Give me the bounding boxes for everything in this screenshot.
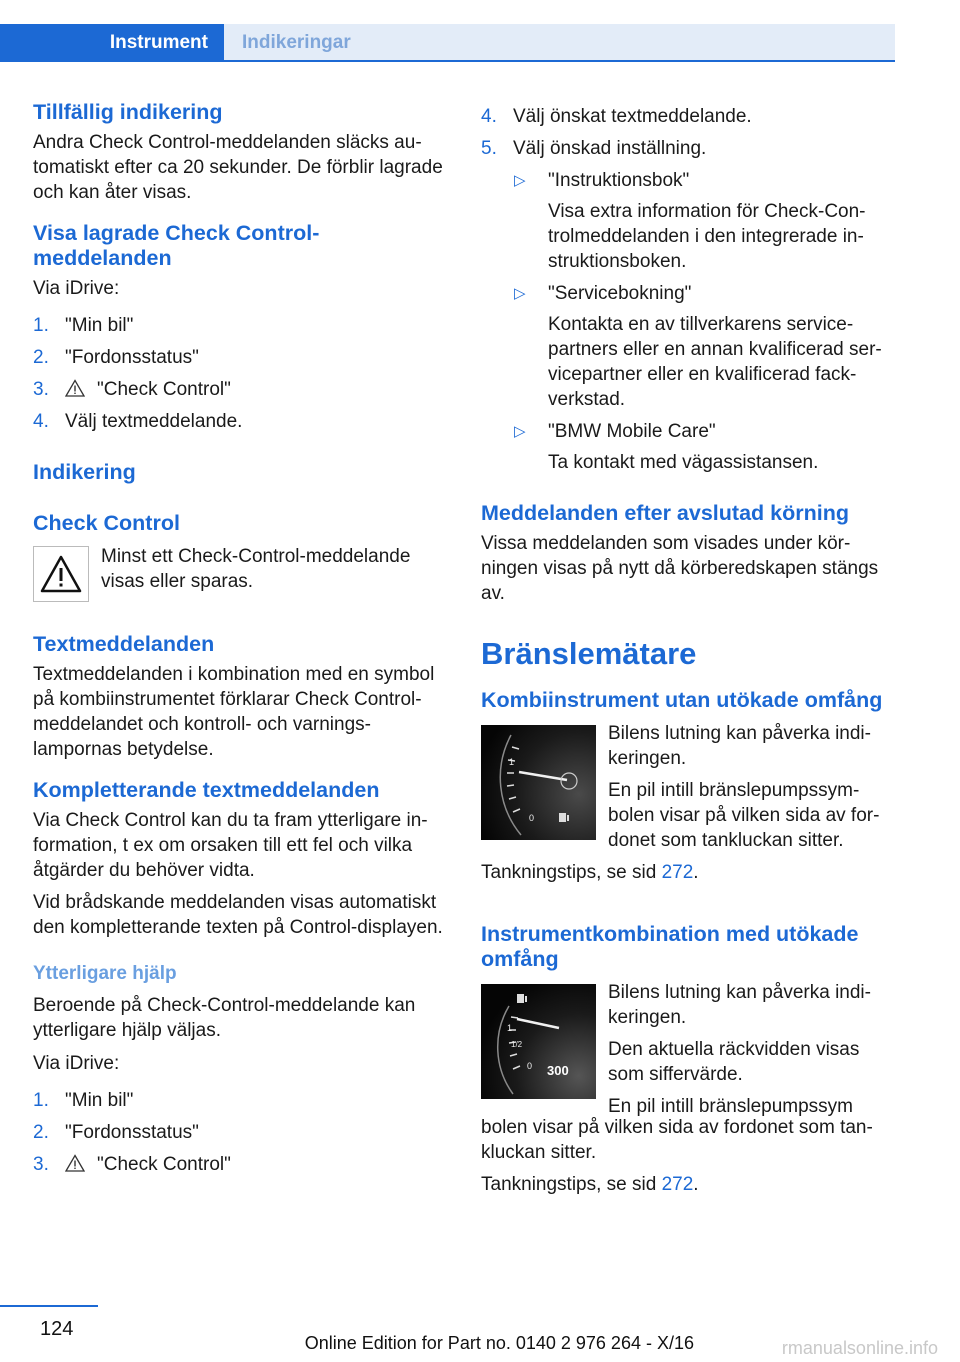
extended-cluster-text-3b: bolen visar på vilken sida av fordonet som tankluckan sitter. (481, 1117, 873, 1163)
list-item: 5. Välj önskad inställning. (481, 138, 707, 159)
text-messages-text: Textmeddelanden i kombination med en symbol på kombiinstrumentet förklarar Check Control-meddelandet och kontroll- och varningslampornas betydelse. (33, 664, 435, 760)
extended-cluster-row (481, 984, 896, 1119)
footer-rule (0, 1305, 98, 1307)
header-rule (0, 60, 895, 62)
supplementary-text-2: Vid brådskande meddelanden visas automatiskt den kompletterande texten på Control-displayen. (33, 892, 443, 938)
list-item: 4. Välj textmeddelande. (33, 411, 243, 432)
heading-indikering: Indikering (33, 460, 136, 484)
extended-cluster-text-3a: En pil intill bränslepumpssym (608, 1096, 853, 1117)
heading-stored-messages: Visa lagrade Check Control-meddelanden (33, 221, 320, 270)
temp-display-text: Andra Check Control-meddelanden släcks automatiskt efter ca 20 sekunder. De förblir lagrade och kan åter visas. (33, 132, 443, 203)
basic-cluster-text (608, 721, 896, 853)
heading-temp-display: Tillfällig indikering (33, 100, 223, 124)
after-drive-text: Vissa meddelanden som visades under körningen visas på nytt då körberedskapen stängs av. (481, 533, 879, 604)
list-item: 4. Välj önskat textmeddelande. (481, 106, 752, 127)
watermark: rmanualsonline.info (781, 1338, 938, 1358)
help-steps (33, 1088, 448, 1177)
basic-cluster-text-1: Bilens lutning kan påverka indikeringen. (608, 723, 871, 769)
triangle-bullet-icon: ▷ (514, 423, 526, 440)
option-item: ▷ "Instruktionsbok" Visa extra information för Check-Controlmeddelanden i den integrerade instruktionsboken. (514, 170, 866, 272)
extended-tip: Tankningstips, se sid 272. (481, 1174, 699, 1195)
extended-cluster-text-1: Bilens lutning kan påverka indikeringen. (608, 982, 871, 1028)
tab-indikeringar[interactable]: Indikeringar (224, 24, 895, 62)
extended-cluster-text-2: Den aktuella räckvidden visas som siffervärde. (608, 1039, 860, 1085)
list-item: 3. "Check Control" (33, 1154, 231, 1175)
list-item: 2. "Fordonsstatus" (33, 347, 199, 368)
gauge-label-empty: 0 (529, 813, 535, 823)
basic-cluster-row (481, 725, 896, 853)
heading-additional-help: Ytterligare hjälp (33, 963, 177, 984)
option-list (514, 168, 896, 475)
gauge-label-full: 1 (509, 757, 515, 767)
edition-text: Online Edition for Part no. 0140 2 976 264 - X/16 (304, 1333, 694, 1353)
list-item: 2. "Fordonsstatus" (33, 1122, 199, 1143)
help-via: Via iDrive: (33, 1053, 120, 1074)
page-number: 124 (40, 1318, 74, 1340)
supplementary-text-1: Via Check Control kan du ta fram ytterligare information, t ex om orsaken till ett fel och vilka åtgärder du behöver vidta. (33, 810, 428, 881)
gauge-label-half: 1/2 (511, 1040, 523, 1049)
gauge-range-value: 300 (547, 1063, 569, 1078)
warning-triangle-icon (65, 379, 85, 397)
basic-cluster-text-2: En pil intill bränslepumpssymbolen visar på vilken sida av fordonet som tankluckan sitter. (608, 780, 880, 851)
tab-instrument[interactable]: Instrument (0, 24, 224, 62)
option-item: ▷ "Servicebokning" Kontakta en av tillverkarens servicepartners eller en annan kvalificerad servicepartner eller en kvalificerad fackverkstad. (514, 283, 882, 410)
page-header (0, 0, 895, 62)
stored-via: Via iDrive: (33, 278, 120, 299)
gauge-label-empty: 0 (527, 1061, 533, 1071)
heading-after-drive: Meddelanden efter avslutad körning (481, 501, 849, 525)
list-item: 1. "Min bil" (33, 1090, 134, 1111)
fuel-gauge-extended-image (481, 984, 596, 1099)
check-control-row (33, 546, 448, 602)
fuel-gauge-basic-image (481, 725, 596, 840)
heading-check-control: Check Control (33, 511, 180, 535)
option-item: ▷ "BMW Mobile Care" Ta kontakt med vägassistansen. (514, 421, 819, 473)
page-link[interactable]: 272 (661, 862, 694, 883)
heading-supplementary: Kompletterande textmeddelanden (33, 778, 380, 802)
selection-steps (481, 104, 896, 161)
heading-fuel-gauge: Bränslemätare (481, 636, 697, 671)
heading-text-messages: Textmeddelanden (33, 632, 215, 656)
check-control-symbol (33, 546, 89, 602)
extended-cluster-text (608, 980, 896, 1119)
warning-triangle-icon (39, 554, 83, 594)
gauge-label-full: 1 (507, 1023, 513, 1033)
warning-triangle-icon (65, 1154, 85, 1172)
help-text: Beroende på Check-Control-meddelande kan ytterligare hjälp väljas. (33, 995, 416, 1041)
triangle-bullet-icon: ▷ (514, 285, 526, 302)
page-link[interactable]: 272 (661, 1174, 694, 1195)
stored-steps (33, 313, 448, 434)
list-item: 1. "Min bil" (33, 315, 134, 336)
check-control-text: Minst ett Check-Control-meddelande visas eller sparas. (101, 546, 411, 592)
heading-extended-cluster: Instrumentkombination med utökade omfång (481, 922, 859, 971)
triangle-bullet-icon: ▷ (514, 172, 526, 189)
basic-tip: Tankningstips, se sid 272. (481, 862, 699, 883)
heading-basic-cluster: Kombiinstrument utan utökade omfång (481, 688, 883, 712)
left-column (33, 100, 448, 1177)
right-column (481, 100, 896, 1197)
list-item: 3. "Check Control" (33, 379, 231, 400)
